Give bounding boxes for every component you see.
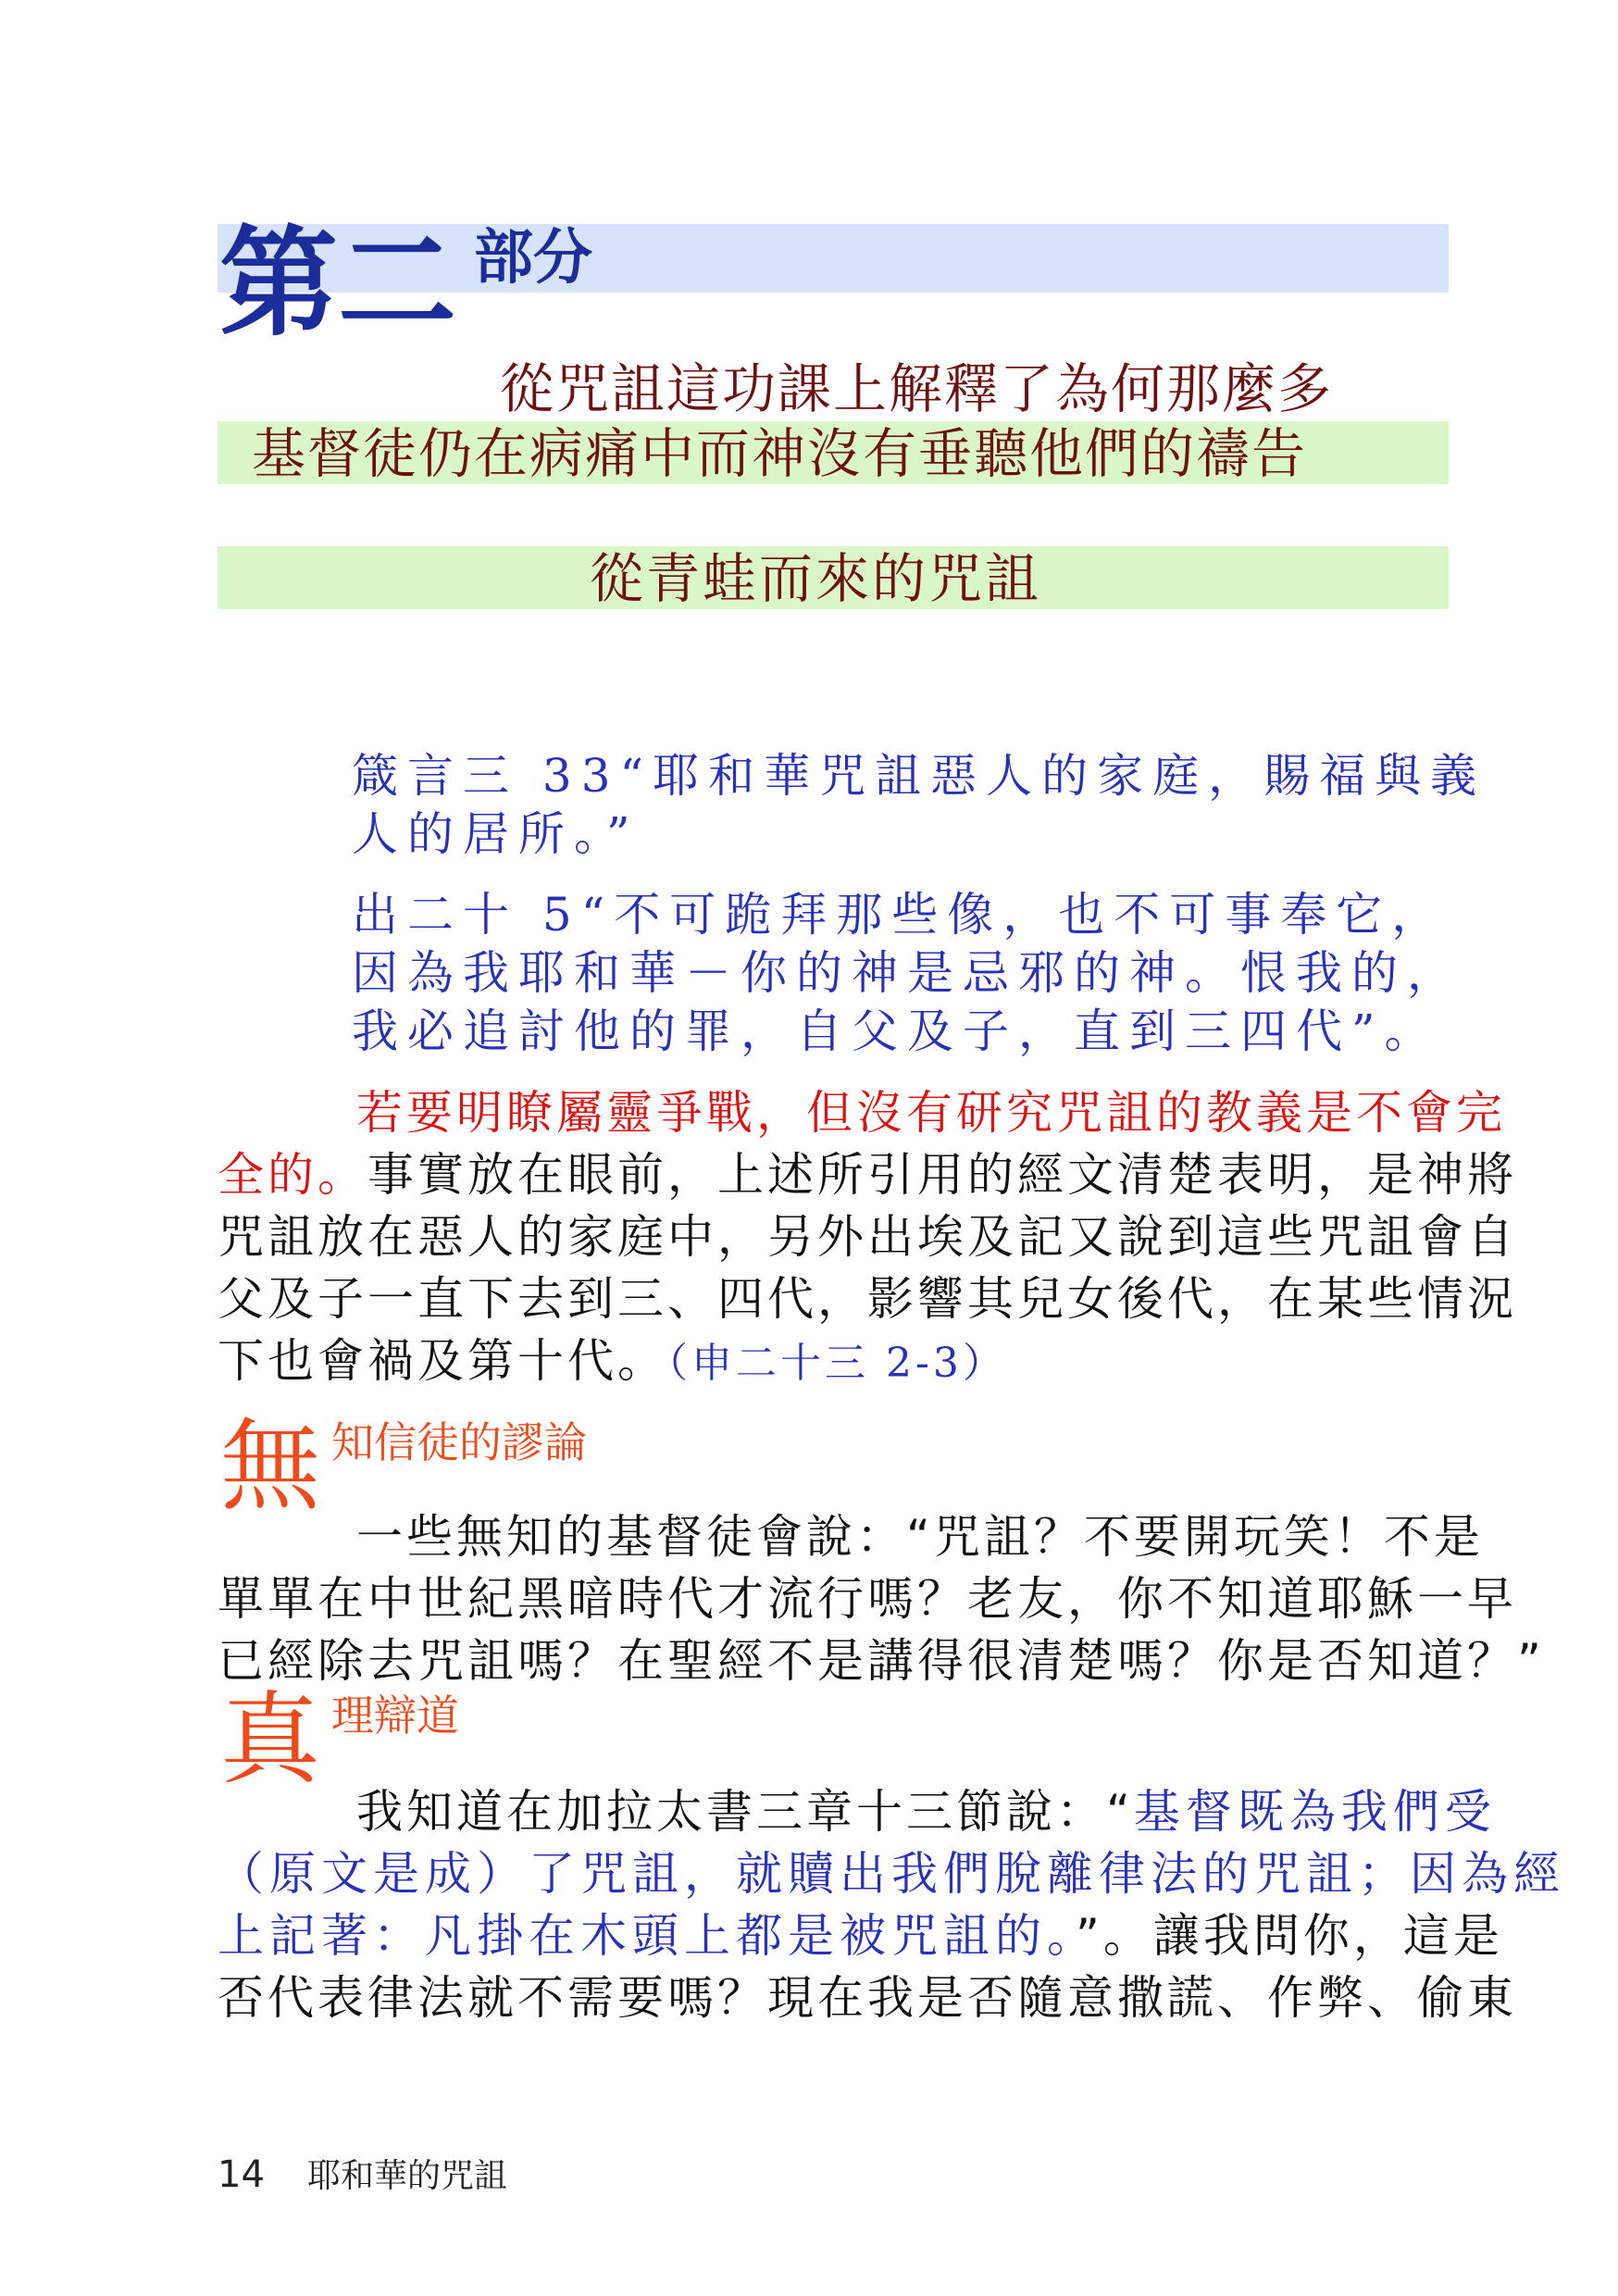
quote-2-line-1: 出二十 5“不可跪拜那些像，也不可事奉它， [352, 888, 1448, 942]
heading1-initial: 無 [220, 1409, 321, 1525]
part-label: 部分 [474, 224, 592, 293]
para2-line-2: 單單在中世紀黑暗時代才流行嗎？老友，你不知道耶穌一早 [218, 1572, 1517, 1626]
section-title: 從青蛙而來的咒詛 [590, 547, 1042, 610]
para2-line-1: 一些無知的基督徒會說：“咒詛？不要開玩笑！不是 [356, 1510, 1484, 1564]
para3-quote-end: 上記著：凡掛在木頭上都是被咒詛的。 [218, 1909, 1076, 1963]
quote-1-line-1: 箴言三 33“耶和華咒詛惡人的家庭，賜福與義 [352, 749, 1487, 803]
running-title: 耶和華的咒詛 [307, 2157, 508, 2195]
scripture-reference: （申二十三 2-3） [667, 1340, 1007, 1387]
subtitle-line-1: 從咒詛這功課上解釋了為何那麼多 [500, 357, 1334, 420]
quote-1-line-2: 人的居所。” [352, 807, 640, 861]
para3-line-3 [218, 1906, 1503, 1965]
para1-line-4: 父及子一直下去到三、四代，影響其兒女後代，在某些情況 [218, 1272, 1517, 1326]
para3-line-2: （原文是成）了咒詛，就贖出我們脫離律法的咒詛；因為經 [218, 1847, 1565, 1901]
quote-2-line-2: 因為我耶和華－你的神是忌邪的神。恨我的， [352, 946, 1462, 1000]
para1-line-2-text: 事實放在眼前，上述所引用的經文清楚表明，是神將 [367, 1148, 1517, 1202]
para1-line-5 [218, 1331, 1007, 1393]
page-number: 14 [218, 2153, 265, 2196]
part-number: 第二 [219, 215, 457, 353]
para3-line-1-text: 我知道在加拉太書三章十三節說：“ [356, 1785, 1134, 1839]
para3-line-1 [356, 1782, 1497, 1841]
para3-quote-start: 基督既為我們受 [1133, 1785, 1497, 1839]
para3-line-4: 否代表律法就不需要嗎？現在我是否隨意撒謊、作弊、偷東 [218, 1971, 1517, 2025]
para2-line-3: 已經除去咒詛嗎？在聖經不是講得很清楚嗎？你是否知道？” [218, 1634, 1545, 1688]
para3-line-3-text: ”。讓我問你，這是 [1076, 1909, 1503, 1963]
para1-line-5-text: 下也會禍及第十代。 [218, 1334, 667, 1388]
para1-line-3: 咒詛放在惡人的家庭中，另外出埃及記又說到這些咒詛會自 [218, 1210, 1517, 1264]
para1-red-end: 全的。 [218, 1148, 367, 1202]
para1-line-2 [218, 1145, 1517, 1204]
heading2-initial: 真 [220, 1682, 321, 1798]
para1-line-1: 若要明瞭屬靈爭戰，但沒有研究咒詛的教義是不會完 [356, 1086, 1506, 1140]
heading2-text: 理辯道 [331, 1691, 459, 1741]
quote-2-line-3: 我必追討他的罪，自父及子，直到三四代”。 [352, 1004, 1440, 1058]
subtitle-line-2: 基督徒仍在病痛中而神沒有垂聽他們的禱告 [252, 422, 1308, 485]
heading1-text: 知信徒的謬論 [331, 1417, 587, 1467]
